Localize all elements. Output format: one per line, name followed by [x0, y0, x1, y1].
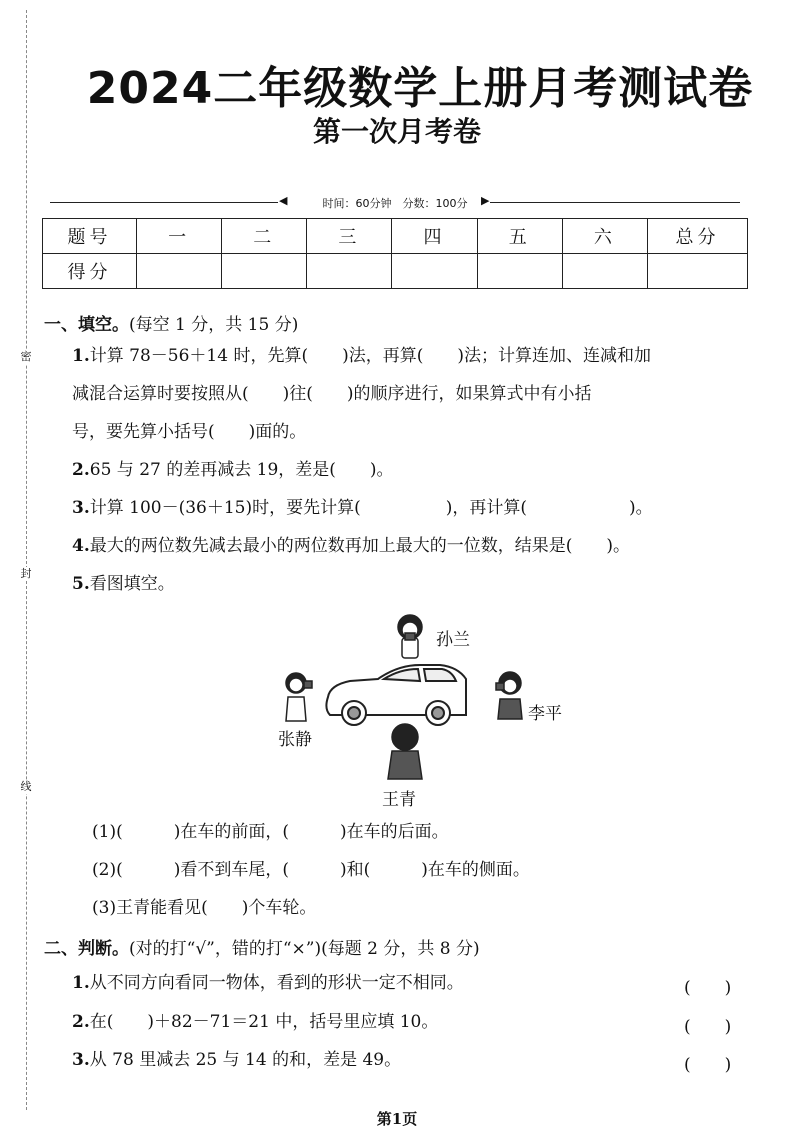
child-bottom-icon: [388, 724, 422, 779]
question-1-2: [72, 460, 394, 480]
page-number: 第1页: [376, 1110, 418, 1128]
question-number: 4.: [72, 536, 90, 556]
child-top-icon: [398, 615, 422, 658]
question-number: 1.: [72, 346, 90, 366]
score-input-cell[interactable]: [477, 254, 562, 289]
score-input-cell[interactable]: [307, 254, 392, 289]
score-header-cell: 四: [392, 219, 477, 254]
question-1-5: [72, 574, 175, 594]
question-1-1-line2: 减混合运算时要按照从( )往( )的顺序进行，如果算式中有小括: [72, 384, 592, 404]
car-scene-illustration: [270, 605, 590, 815]
side-mark-feng: 封: [20, 567, 32, 580]
score-header-cell: 三: [307, 219, 392, 254]
question-1-5-sub1: (1)( )在车的前面，( )在车的后面。: [92, 822, 449, 842]
section-1-title: 一、填空。: [44, 315, 129, 335]
name-left: 张静: [278, 730, 312, 750]
child-right-icon: [496, 672, 522, 719]
binding-line: [26, 10, 27, 1110]
question-number: 3.: [72, 498, 90, 518]
section-2-heading: [44, 934, 480, 959]
question-number: 5.: [72, 574, 90, 594]
name-right: 李平: [528, 704, 562, 724]
question-text: 在( )＋82－71＝21 中，括号里应填 10。: [89, 1012, 439, 1032]
answer-paren[interactable]: ( ): [684, 1017, 732, 1037]
score-header-cell: 题号: [43, 219, 137, 254]
car-icon: [326, 665, 466, 725]
score-row-label: 得分: [43, 254, 137, 289]
section-1-heading: [44, 310, 298, 335]
question-number: 2.: [72, 1012, 90, 1032]
child-left-icon: [286, 673, 312, 721]
time-info: 时间：60分钟 分数：100分: [322, 197, 468, 210]
time-info-bar: [50, 192, 740, 212]
question-text: 65 与 27 的差再减去 19，差是( )。: [89, 460, 394, 480]
rule-left: [50, 202, 278, 203]
question-number: 1.: [72, 973, 90, 993]
question-text: 看图填空。: [89, 574, 175, 594]
section-1-note: (每空 1 分，共 15 分): [129, 315, 299, 335]
question-text: 计算 100－(36＋15)时，要先计算( )，再计算( )。: [89, 498, 653, 518]
question-text: 计算 78－56＋14 时，先算( )法，再算( )法；计算连加、连减和加: [89, 346, 651, 366]
score-input-cell[interactable]: [222, 254, 307, 289]
score-input-cell[interactable]: [562, 254, 647, 289]
score-table: [42, 218, 748, 289]
name-bottom: 王青: [382, 790, 416, 810]
score-header-cell: 总分: [648, 219, 748, 254]
answer-paren[interactable]: ( ): [684, 978, 732, 998]
arrow-right-icon: ▶: [481, 194, 490, 207]
question-1-4: [72, 536, 630, 556]
score-input-cell[interactable]: [392, 254, 477, 289]
section-2-title: 二、判断。: [44, 939, 129, 959]
score-input-cell[interactable]: [137, 254, 222, 289]
question-2-1: [72, 973, 464, 993]
score-input-cell[interactable]: [648, 254, 748, 289]
arrow-left-icon: ◀: [279, 194, 288, 207]
answer-paren[interactable]: ( ): [684, 1055, 732, 1075]
question-text: 从不同方向看同一物体，看到的形状一定不相同。: [89, 973, 464, 993]
score-header-cell: 一: [137, 219, 222, 254]
question-1-5-sub3: (3)王青能看见( )个车轮。: [92, 898, 317, 918]
question-1-3: [72, 498, 653, 518]
score-table-score-row: [43, 254, 748, 289]
score-table-header-row: [43, 219, 748, 254]
score-header-cell: 五: [477, 219, 562, 254]
question-1-5-sub2: (2)( )看不到车尾，( )和( )在车的侧面。: [92, 860, 530, 880]
score-header-cell: 六: [562, 219, 647, 254]
side-mark-xian: 线: [20, 780, 32, 793]
page-title: 2024二年级数学上册月考测试卷: [86, 63, 754, 114]
question-text: 从 78 里减去 25 与 14 的和，差是 49。: [89, 1050, 402, 1070]
question-text: 最大的两位数先减去最小的两位数再加上最大的一位数，结果是( )。: [89, 536, 631, 556]
question-1-1-line3: 号，要先算小括号( )面的。: [72, 422, 307, 442]
question-2-3: [72, 1050, 401, 1070]
question-number: 3.: [72, 1050, 90, 1070]
score-header-cell: 二: [222, 219, 307, 254]
section-2-note: (对的打“√”，错的打“×”)(每题 2 分，共 8 分): [129, 939, 480, 959]
name-top: 孙兰: [436, 630, 470, 650]
question-2-2: [72, 1012, 438, 1032]
question-1-1-line1: [72, 346, 651, 366]
question-number: 2.: [72, 460, 90, 480]
rule-right: [490, 202, 740, 203]
side-mark-mi: 密: [20, 350, 32, 363]
page-subtitle: 第一次月考卷: [312, 115, 481, 148]
